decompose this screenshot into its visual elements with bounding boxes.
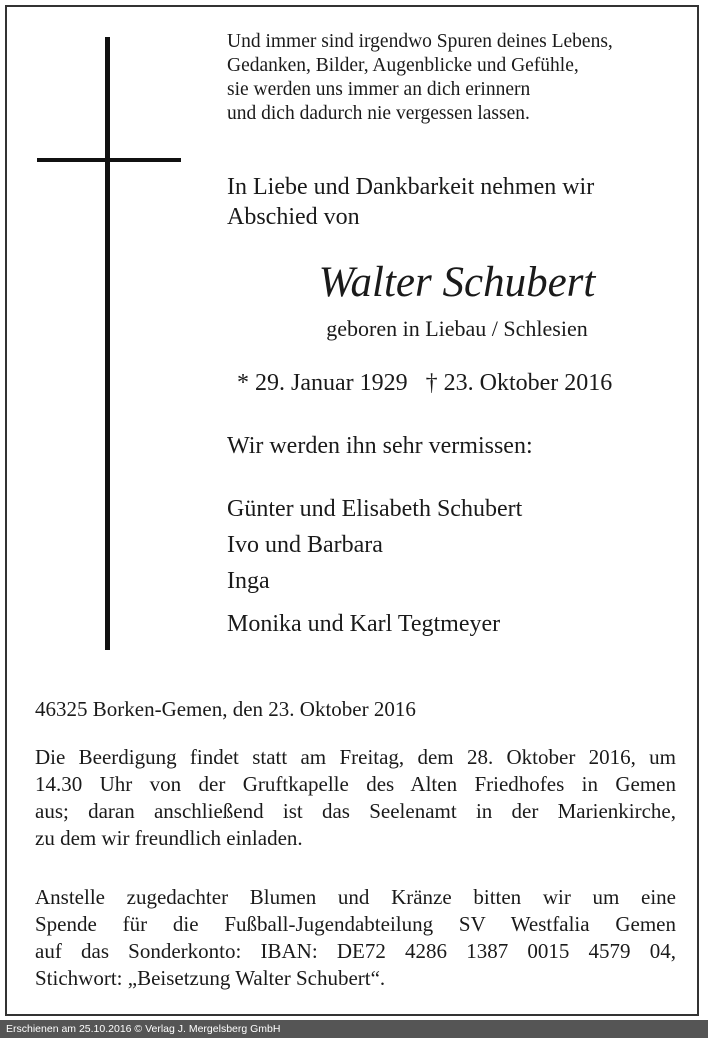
mourner-name: Monika und Karl Tegtmeyer	[227, 611, 501, 637]
mourner-name: Ivo und Barbara	[227, 532, 383, 558]
mourner-name: Inga	[227, 568, 270, 594]
funeral-info-line: aus; daran anschließend ist das Seelenamt in der Marienkirche,	[35, 799, 676, 823]
intro-line: Abschied von	[227, 204, 360, 230]
cross-icon-horizontal-bar	[37, 158, 181, 162]
donation-info-line: auf das Sonderkonto: IBAN: DE72 4286 1387 0015 4579 04,	[35, 939, 676, 963]
funeral-info-line: 14.30 Uhr von der Gruftkapelle des Alten Friedhofes in Gemen	[35, 772, 676, 796]
life-dates	[237, 370, 612, 397]
donation-info-line: Spende für die Fußball-Jugendabteilung SV Westfalia Gemen	[35, 912, 676, 936]
publication-footer: Erschienen am 25.10.2016 © Verlag J. Mergelsberg GmbH	[0, 1020, 708, 1038]
poem-line: und dich dadurch nie vergessen lassen.	[227, 103, 530, 124]
poem	[227, 30, 613, 126]
poem-line: Gedanken, Bilder, Augenblicke und Gefühle,	[227, 55, 579, 76]
intro-line: In Liebe und Dankbarkeit nehmen wir	[227, 174, 595, 200]
death-date: † 23. Oktober 2016	[425, 370, 613, 396]
birth-date: * 29. Januar 1929	[237, 370, 408, 396]
funeral-info-line: zu dem wir freundlich einladen.	[35, 826, 303, 850]
donation-info-line: Stichwort: „Beisetzung Walter Schubert“.	[35, 966, 386, 990]
intro-text	[227, 172, 594, 232]
donation-info	[35, 884, 676, 992]
mourner-name: Günter und Elisabeth Schubert	[227, 496, 523, 522]
mourners-heading: Wir werden ihn sehr vermissen:	[227, 433, 533, 459]
place-date: 46325 Borken-Gemen, den 23. Oktober 2016	[35, 697, 416, 721]
funeral-info	[35, 744, 676, 852]
deceased-name: Walter Schubert	[318, 259, 596, 306]
funeral-info-line: Die Beerdigung findet statt am Freitag, dem 28. Oktober 2016, um	[35, 745, 676, 769]
poem-line: Und immer sind irgendwo Spuren deines Lebens,	[227, 31, 613, 52]
cross-icon-vertical-bar	[105, 37, 110, 650]
poem-line: sie werden uns immer an dich erinnern	[227, 79, 531, 100]
mourners-list	[227, 491, 522, 642]
birthplace: geboren in Liebau / Schlesien	[326, 316, 588, 341]
donation-info-line: Anstelle zugedachter Blumen und Kränze bitten wir um eine	[35, 885, 676, 909]
